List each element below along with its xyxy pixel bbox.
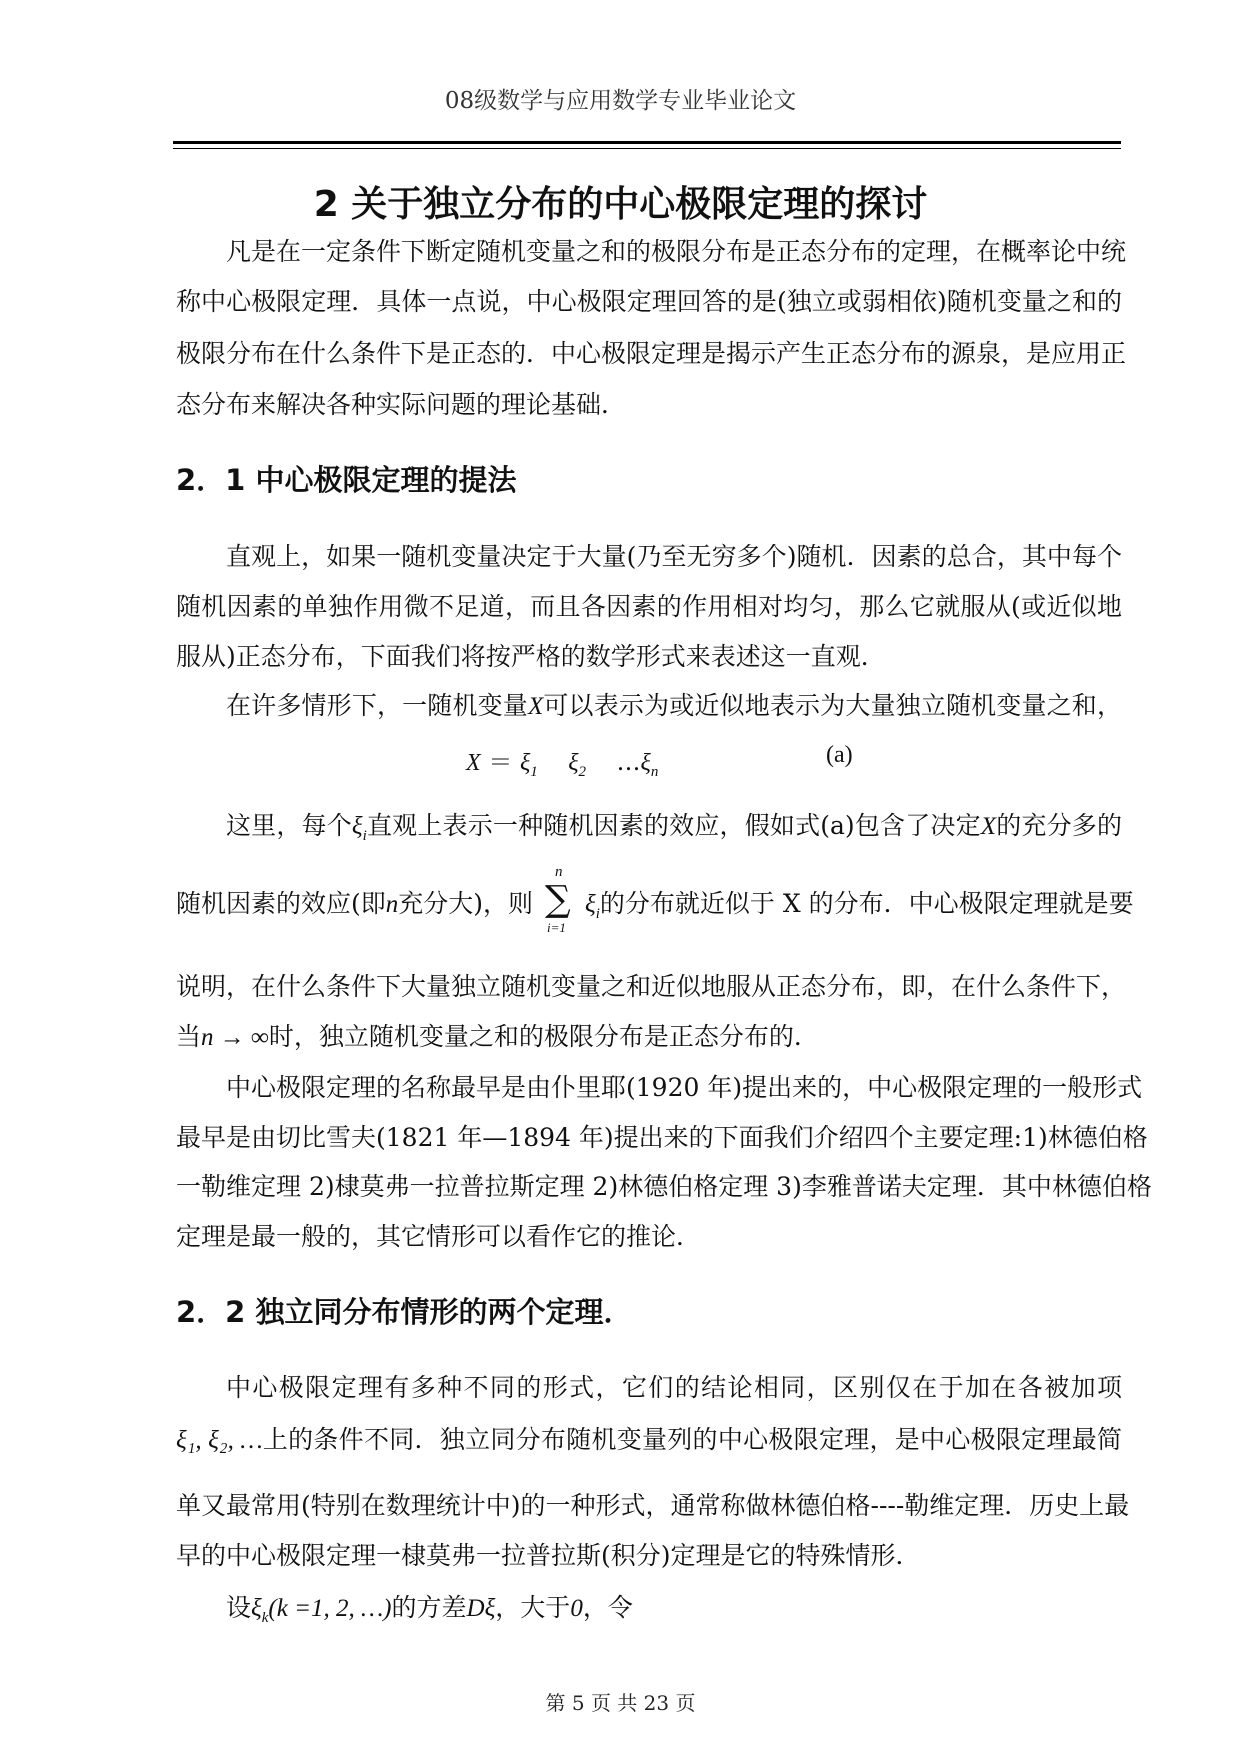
p4-line-2 [176,863,1134,935]
eq-rel: ＝ [488,748,513,776]
p4-text-i: 时，独立随机变量之和的极限分布是正态分布的． [268,1022,819,1051]
p5-line-3: 一勒维定理 2)棣莫弗一拉普拉斯定理 2)林德伯格定理 3)李雅普诺夫定理．其中林德伯格 [176,1172,1152,1201]
p2-line-1: 直观上，如果一随机变量决定于大量(乃至无穷多个)随机．因素的总合，其中每个 [226,542,1122,571]
sigma-symbol: ∑ [545,878,571,920]
xi-sequence: ξ₁, ξ₂, … [176,1427,263,1454]
p6-line-4: 早的中心极限定理一棣莫弗一拉普拉斯(积分)定理是它的特殊情形． [176,1541,921,1570]
p5-line-2: 最早是由切比雪夫(1821 年—1894 年)提出来的下面我们介绍四个主要定理:1)林德伯格 [176,1123,1148,1152]
zero-value: 0 [570,1595,583,1622]
p6-line-3: 单又最常用(特别在数理统计中)的一种形式，通常称做林德伯格----勒维定理．历史上最 [176,1491,1130,1520]
p7-text-b: 的方差 [391,1593,467,1622]
p4-text-d: 随机因素的效应(即 [176,889,386,918]
section-title: 2 关于独立分布的中心极限定理的探讨 [313,184,928,225]
p5-line-1: 中心极限定理的名称最早是由仆里耶(1920 年)提出来的，中心极限定理的一般形式 [226,1073,1143,1102]
xi-k-sub: k [261,1610,269,1626]
equation-a [466,742,658,781]
eq-sub-1: 1 [530,763,538,780]
p5-line-4: 定理是最一般的，其它情形可以看作它的推论． [176,1222,702,1251]
p4-text-c: 的充分多的 [996,811,1122,840]
var-n: n [385,891,399,918]
intro-line-2: 称中心极限定理．具体一点说，中心极限定理回答的是(独立或弱相依)随机变量之和的 [176,287,1122,316]
intro-line-3: 极限分布在什么条件下是正态的．中心极限定理是揭示产生正态分布的源泉，是应用正 [176,339,1127,368]
xi-symbol: ξ [351,813,363,840]
var-x: X [527,693,544,720]
p7-line [176,1588,1122,1627]
subsection-title-2-2: 2．2 独立同分布情形的两个定理． [176,1295,633,1329]
p4-line-3: 说明，在什么条件下大量独立随机变量之和近似地服从正态分布，即，在什么条件下， [176,972,1127,1001]
intro-line-1: 凡是在一定条件下断定随机变量之和的极限分布是正态分布的定理，在概率论中统 [226,237,1127,266]
p3-line [176,686,1122,722]
p7-text-a: 设 [226,1593,252,1622]
variance-symbol: Dξ [466,1595,496,1622]
header-rule-thick [173,141,1121,144]
running-header: 08级数学与应用数学专业毕业论文 [444,88,797,114]
p2-line-3: 服从)正态分布，下面我们将按严格的数学形式来表述这一直观． [176,642,886,671]
xi-k: ξ [251,1595,262,1622]
eq-dots: … [616,748,641,776]
limit-expr: n → ∞ [201,1024,269,1051]
p4-text-a: 这里，每个 [226,811,352,840]
sum-upper: n [555,863,563,880]
eq-term-2: ξ [568,750,579,776]
p4-text-e: 充分大)，则 [398,889,534,918]
summation [533,863,585,935]
equation-label-a: (a) [826,742,853,768]
p6-text-2: 上的条件不同．独立同分布随机变量列的中心极限定理，是中心极限定理最简 [262,1425,1122,1454]
p6-line-2 [176,1420,1122,1456]
p6-line-1: 中心极限定理有多种不同的形式，它们的结论相同，区别仅在于加在各被加项 [226,1373,1122,1402]
var-x-2: X [980,813,997,840]
eq-sub-2: 2 [578,763,587,780]
intro-line-4: 态分布来解决各种实际问题的理论基础． [176,390,627,419]
p4-line-4 [176,1017,1122,1053]
sum-term-sub: i [595,906,600,922]
p4-text-f: 的分布就近似于 X 的分布．中心极限定理就是要 [599,889,1134,918]
subsection-title-2-1: 2．1 中心极限定理的提法 [176,463,517,497]
eq-term-1: ξ [519,750,531,776]
eq-sub-3: n [650,763,659,780]
header-rule-thin [173,148,1121,149]
sum-lower: i=1 [547,919,566,935]
k-condition: (k =1, 2, …) [268,1595,392,1622]
xi-sub: i [362,828,367,844]
eq-lhs: X [466,750,481,776]
p3-after: 可以表示为或近似地表示为大量独立随机变量之和， [543,691,1122,720]
p2-line-2: 随机因素的单独作用微不足道，而且各因素的作用相对均匀，那么它就服从(或近似地 [176,592,1122,621]
p4-line-1 [176,806,1122,845]
p4-text-b: 直观上表示一种随机因素的效应，假如式(a)包含了决定 [366,811,981,840]
page-footer: 第 5 页 共 23 页 [545,1691,696,1715]
sum-term: ξ [585,891,596,918]
eq-term-3: ξ [640,750,651,776]
p3-before: 在许多情形下，一随机变量 [226,691,528,720]
p4-text-h: 当 [176,1022,202,1051]
p7-text-c: ，大于 [495,1593,571,1622]
p7-text-d: ，令 [582,1593,633,1622]
